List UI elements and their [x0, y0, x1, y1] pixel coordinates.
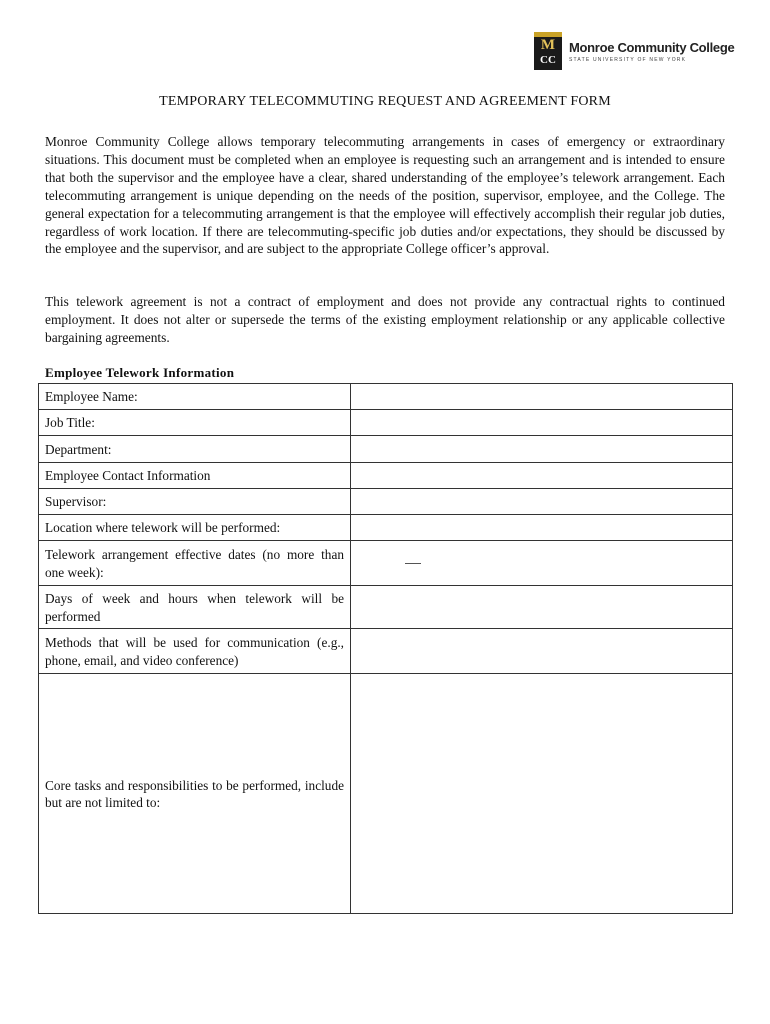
table-row [39, 515, 733, 541]
job-title-label: Job Title: [39, 410, 351, 436]
logo-mark-cc: CC [540, 54, 556, 66]
intro-paragraph: Monroe Community College allows temporary telecommuting arrangements in cases of emergency or extraordinary situations. This document must be completed when an employee is requesting such an arrangement and is intended to ensure that both the supervisor and the employee have a clear, shared understanding of the employee’s telework arrangement. Each telecommuting arrangement is unique depending on the needs of the position, supervisor, employee, and the College. The general expectation for a telecommuting arrangement is that the employee will effectively accomplish their regular job duties, regardless of work location. If there are telecommuting-specific job duties and/or expectations, they should be discussed by the employee and the supervisor, and are subject to the appropriate College officer’s approval. [45, 134, 725, 257]
effective-dates-field[interactable] [351, 541, 733, 586]
employee-name-field[interactable] [351, 384, 733, 410]
department-label: Department: [39, 436, 351, 463]
supervisor-field[interactable] [351, 489, 733, 515]
department-field[interactable] [351, 436, 733, 463]
core-tasks-label: Core tasks and responsibilities to be performed, include but are not limited to: [39, 674, 351, 914]
effective-dates-label: Telework arrangement effective dates (no more than one week): [39, 541, 351, 586]
table-row [39, 410, 733, 436]
supervisor-label: Supervisor: [39, 489, 351, 515]
table-row [39, 384, 733, 410]
table-row [39, 674, 733, 914]
table-row [39, 586, 733, 629]
mcc-logo-mark [534, 32, 562, 70]
section-heading: Employee Telework Information [45, 365, 235, 380]
table-row [39, 629, 733, 674]
telework-info-table [38, 383, 733, 914]
core-tasks-field[interactable] [351, 674, 733, 914]
table-row [39, 436, 733, 463]
employee-name-label: Employee Name: [39, 384, 351, 410]
disclaimer-paragraph: This telework agreement is not a contract of employment and does not provide any contractual rights to continued employment. It does not alter or supersede the terms of the existing employment relationship or any applicable collective bargaining agreements. [45, 294, 725, 345]
date-dash [405, 563, 421, 564]
form-title: TEMPORARY TELECOMMUTING REQUEST AND AGREEMENT FORM [159, 94, 611, 109]
table-row [39, 463, 733, 489]
contact-info-field[interactable] [351, 463, 733, 489]
table-row [39, 541, 733, 586]
contact-info-label: Employee Contact Information [39, 463, 351, 489]
college-name: Monroe Community College [569, 40, 735, 55]
days-hours-field[interactable] [351, 586, 733, 629]
table-row [39, 489, 733, 515]
college-subtitle: STATE UNIVERSITY OF NEW YORK [569, 57, 687, 63]
telework-location-label: Location where telework will be performed: [39, 515, 351, 541]
logo-mark-m: M [540, 37, 556, 53]
communication-methods-label: Methods that will be used for communication (e.g., phone, email, and video conference) [39, 629, 351, 674]
days-hours-label: Days of week and hours when telework will be performed [39, 586, 351, 629]
telework-location-field[interactable] [351, 515, 733, 541]
communication-methods-field[interactable] [351, 629, 733, 674]
job-title-field[interactable] [351, 410, 733, 436]
college-logo [534, 32, 734, 72]
